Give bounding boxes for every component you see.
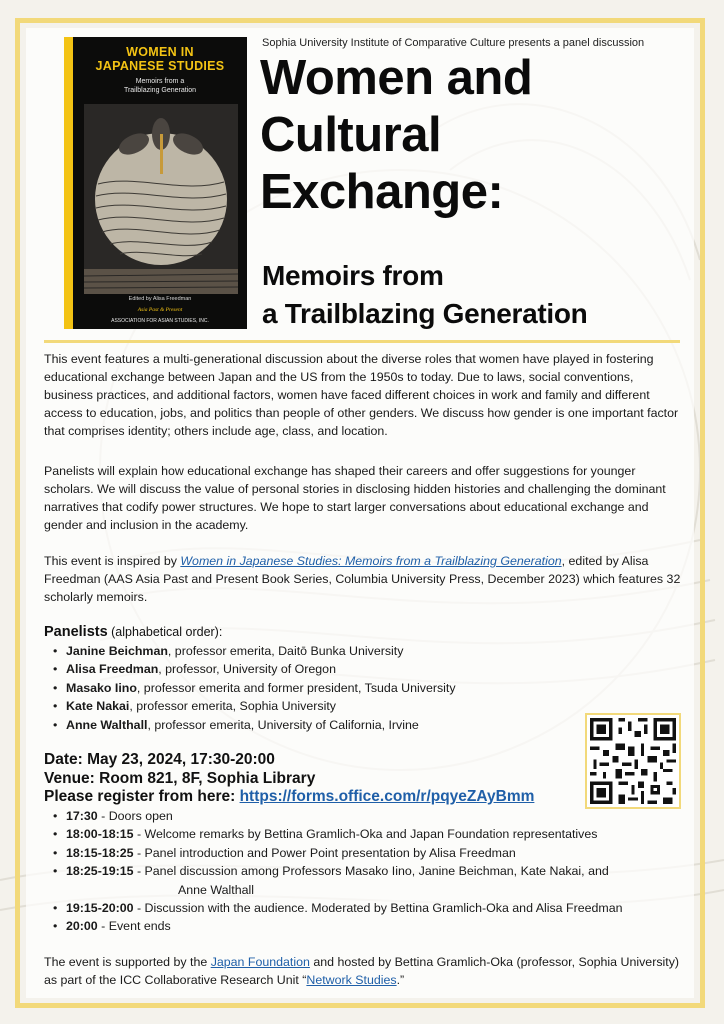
schedule-text: - Welcome remarks by Bettina Gramlich-Oka and Japan Foundation representatives [133,827,598,842]
book-title-line-1: WOMEN IN [126,45,194,59]
footer-suffix: .” [396,973,405,987]
schedule-list [52,807,692,936]
panelists-list [52,642,612,734]
list-item [52,642,612,660]
qr-code[interactable] [587,715,679,807]
title-line-3: Exchange: [260,165,504,219]
page-subtitle [262,257,702,333]
network-studies-link[interactable]: Network Studies [306,973,397,987]
footer-middle: and hosted by Bettina Gramlich-Oka (professor, Sophia University) as part of the ICC Collaborative Research Unit “ [44,955,680,987]
list-item [52,679,612,697]
list-item [52,697,612,715]
panelists-heading [44,623,222,641]
panelist-desc: , professor emerita, Sophia University [129,699,336,714]
description-paragraph-2: Panelists will explain how educational exchange has shaped their careers and offer suggestions for younger scholars. We will discuss the value of personal stories in disclosing hidden histories and challenging the dominant narratives that codify power structures. We hope to start larger conversations about educational exchange and gender and inclusion in the academy. [44,464,666,532]
event-venue: Venue: Room 821, 8F, Sophia Library [44,770,316,787]
schedule-text: - Doors open [97,809,173,823]
schedule-time: 18:00-18:15 [66,827,134,842]
book-spine [64,37,73,329]
event-date: Date: May 23, 2024, 17:30-20:00 [44,751,275,768]
register-link[interactable]: https://forms.office.com/r/pqyeZAyBmm [239,788,535,805]
divider [44,340,680,343]
panelist-desc: , professor emerita, University of California, Irvine [147,717,419,732]
book-series: Asia Past & Present [137,307,183,313]
schedule-text: - Panel discussion among Professors Masako Iino, Janine Beichman, Kate Nakai, and [133,864,609,879]
list-item [52,660,612,678]
schedule-time: 18:25-19:15 [66,864,134,879]
panelist-desc: , professor emerita, Daitō Bunka University [167,644,404,658]
schedule-text: - Panel introduction and Power Point presentation by Alisa Freedman [133,845,516,860]
paragraph-3-prefix: This event is inspired by [44,554,181,568]
book-cover [64,37,247,329]
panelist-name: Anne Walthall [66,717,148,732]
title-line-1: Women and [260,51,533,105]
book-title-line-2: JAPANESE STUDIES [95,59,225,73]
schedule-time: 18:15-18:25 [66,845,134,860]
list-item [52,862,692,899]
book-title-link[interactable]: Women in Japanese Studies: Memoirs from a Trailblazing Generation [180,554,562,568]
title-line-2: Cultural [260,108,442,162]
list-item [52,825,692,843]
panelist-name: Kate Nakai [66,699,130,714]
book-subtitle-line-2: Trailblazing Generation [123,87,197,94]
list-item [52,716,612,734]
description-paragraph-3 [44,552,684,606]
register-label: Please register from here: [44,788,240,805]
list-item [52,917,692,935]
book-title [73,45,247,73]
schedule-text: - Event ends [97,919,171,934]
footer-note [44,953,684,989]
panelist-name: Alisa Freedman [66,662,159,677]
japan-foundation-link[interactable]: Japan Foundation [210,955,310,969]
book-subtitle [73,77,247,95]
schedule-time: 17:30 [66,809,98,823]
panelist-name: Janine Beichman [66,644,168,658]
schedule-text-continued: Anne Walthall [178,882,254,897]
panelists-heading-note: (alphabetical order): [107,625,223,639]
list-item [52,844,692,862]
presents-line: Sophia University Institute of Comparative Culture presents a panel discussion [262,37,645,49]
panelist-desc: , professor emerita and former president, Tsuda University [136,680,456,695]
list-item [52,807,692,825]
book-subtitle-line-1: Memoirs from a [135,78,185,85]
description-paragraph-1: This event features a multi-generational discussion about the diverse roles that women have played in fostering educational exchange between Japan and the US from the 1950s to today. Due to laws, social conventions, business practices, and additional factors, women have faced different choices in work and family and different access to education, jobs, and politics than people of other genders. We discuss how gender is one important factor that comprises identity; others include age, class, and location. [44,352,679,438]
book-cover-illustration [84,104,238,294]
schedule-time: 20:00 [66,919,98,934]
page-title [260,50,700,221]
panelist-name: Masako Iino [66,680,137,695]
schedule-text: - Discussion with the audience. Moderated by Bettina Gramlich-Oka and Alisa Freedman [133,901,623,916]
panelists-heading-label: Panelists [44,624,108,640]
footer-prefix: The event is supported by the [44,955,211,969]
list-item [52,899,692,917]
subtitle-line-1: Memoirs from [262,260,444,291]
schedule-time: 19:15-20:00 [66,901,134,916]
book-publisher: ASSOCIATION FOR ASIAN STUDIES, INC. [111,318,209,324]
register-line [44,787,534,806]
paragraph-3-suffix: , edited by Alisa Freedman (AAS Asia Past and Present Book Series, Columbia University Press, December 2023) which features 32 scholarly memoirs. [44,554,681,604]
subtitle-line-2: a Trailblazing Generation [262,298,588,329]
panelist-desc: , professor, University of Oregon [158,662,336,677]
book-editor: Edited by Alisa Freedman [128,296,192,302]
